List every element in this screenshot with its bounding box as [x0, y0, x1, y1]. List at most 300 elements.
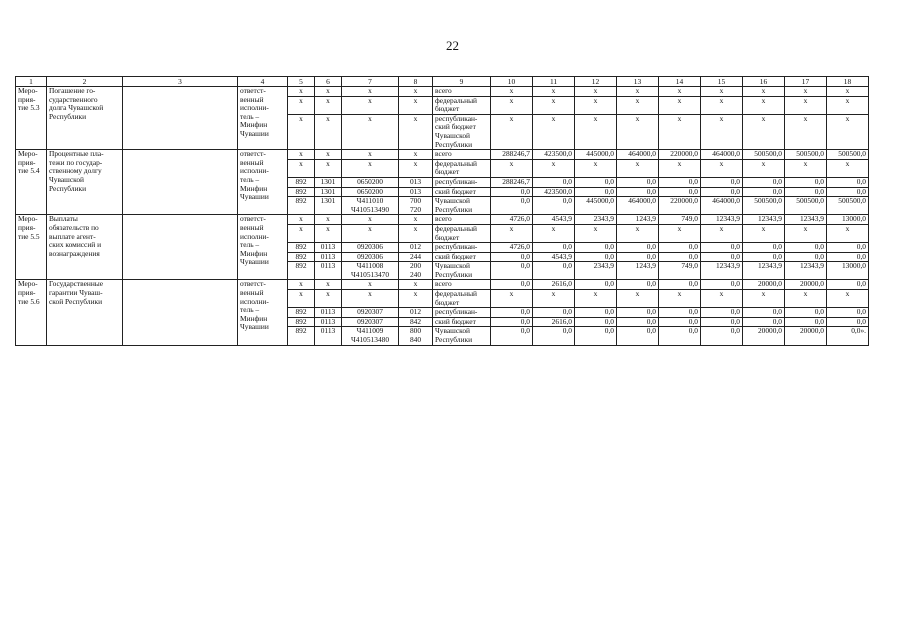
responsible-cell [238, 150, 288, 215]
budget-code-c6: x [315, 96, 342, 114]
goal-cell [123, 215, 238, 280]
amount-cell-year-7: 0,0 [743, 252, 785, 262]
amount-cell-year-9: x [827, 159, 869, 177]
budget-code-c5: 892 [288, 317, 315, 327]
amount-cell-year-2: 423500,0 [533, 150, 575, 160]
column-header-12: 12 [575, 77, 617, 87]
table-row [16, 87, 869, 97]
funding-source-line: Республики [435, 139, 473, 149]
amount-cell-year-4: 0,0 [617, 327, 659, 345]
amount-cell-year-3: 0,0 [575, 243, 617, 253]
page-number: 22 [446, 38, 459, 53]
amount-cell-year-3: 445000,0 [575, 197, 617, 215]
amount-cell-year-7: 0,0 [743, 187, 785, 197]
responsible-line: венный [240, 157, 264, 167]
column-header-1: 1 [16, 77, 47, 87]
responsible-line: исполни- [240, 296, 269, 306]
budget-code-c6: x [315, 114, 342, 149]
amount-cell-year-2: x [533, 290, 575, 308]
amount-cell-year-6: 0,0 [701, 252, 743, 262]
amount-cell-year-4: 0,0 [617, 252, 659, 262]
amount-cell-year-7: 0,0 [743, 317, 785, 327]
budget-code-c8: 244 [399, 252, 433, 262]
event-line: прия- [18, 157, 36, 167]
funding-source-cell [433, 224, 491, 242]
funding-source-cell [433, 290, 491, 308]
amount-cell-year-5: 749,0 [659, 215, 701, 225]
amount-cell-year-7: 12343,9 [743, 215, 785, 225]
column-header-17: 17 [785, 77, 827, 87]
amount-cell-year-5: x [659, 96, 701, 114]
responsible-line: тель – [240, 111, 260, 121]
amount-cell-year-9: 0,0 [827, 280, 869, 290]
amount-cell-year-8: 20000,0 [785, 280, 827, 290]
event-name-line: долга Чувашской [49, 103, 104, 113]
funding-source-line: Чувашской [435, 196, 471, 206]
budget-code-c6: x [315, 224, 342, 242]
amount-cell-year-5: x [659, 290, 701, 308]
amount-cell-year-5: 0,0 [659, 317, 701, 327]
funding-source-cell [433, 96, 491, 114]
budget-code-c6: x [315, 290, 342, 308]
amount-cell-year-1: 0,0 [491, 327, 533, 345]
budget-code-c7: x [342, 159, 399, 177]
budget-code-c8: 012 [399, 243, 433, 253]
budget-code-c8-line: 800 [409, 326, 422, 336]
amount-cell-year-8: x [785, 114, 827, 149]
amount-cell-year-3: x [575, 159, 617, 177]
event-line: тие 5.4 [18, 166, 40, 176]
event-name-line: гарантии Чуваш- [49, 288, 103, 298]
budget-code-c8 [399, 327, 433, 345]
funding-source-line: всего [435, 149, 452, 159]
budget-code-c7-line: Ч410513470 [350, 269, 390, 279]
amount-cell-year-7: 20000,0 [743, 327, 785, 345]
budget-code-c8: x [399, 215, 433, 225]
amount-cell-year-9: 0,0 [827, 187, 869, 197]
amount-cell-year-6: x [701, 224, 743, 242]
funding-source-line: ский бюджет [435, 252, 476, 261]
responsible-line: Чувашии [240, 257, 269, 267]
column-header-6: 6 [315, 77, 342, 87]
amount-cell-year-7: 500500,0 [743, 197, 785, 215]
amount-cell-year-3: 0,0 [575, 308, 617, 318]
amount-cell-year-7: x [743, 87, 785, 97]
responsible-cell [238, 280, 288, 345]
amount-cell-year-2: 4543,9 [533, 215, 575, 225]
column-header-5: 5 [288, 77, 315, 87]
responsible-line: Минфин [240, 248, 268, 258]
amount-cell-year-9: x [827, 224, 869, 242]
event-cell [16, 150, 47, 215]
amount-cell-year-5: 0,0 [659, 187, 701, 197]
amount-cell-year-5: x [659, 87, 701, 97]
amount-cell-year-8: x [785, 87, 827, 97]
amount-cell-year-8: x [785, 96, 827, 114]
amount-cell-year-9: 0,0 [827, 252, 869, 262]
event-name-line: вознаграждения [49, 248, 100, 258]
amount-cell-year-3: 0,0 [575, 252, 617, 262]
budget-code-c6: 1301 [315, 197, 342, 215]
budget-code-c5: x [288, 114, 315, 149]
column-header-2: 2 [47, 77, 123, 87]
amount-cell-year-5: 0,0 [659, 177, 701, 187]
event-line: прия- [18, 94, 36, 104]
amount-cell-year-8: 12343,9 [785, 262, 827, 280]
budget-code-c6: x [315, 150, 342, 160]
amount-cell-year-1: 288246,7 [491, 150, 533, 160]
responsible-line: ответст- [240, 214, 266, 224]
funding-source-line: республикан- [435, 307, 478, 317]
funding-source-line: Чувашской [435, 261, 471, 271]
amount-cell-year-6: x [701, 159, 743, 177]
amount-cell-year-3: x [575, 87, 617, 97]
amount-cell-year-7: x [743, 159, 785, 177]
amount-cell-year-6: 0,0 [701, 327, 743, 345]
amount-cell-year-7: 20000,0 [743, 280, 785, 290]
amount-cell-year-1: 0,0 [491, 197, 533, 215]
budget-code-c7: 0920307 [342, 308, 399, 318]
funding-source-line: бюджет [435, 104, 460, 114]
amount-cell-year-6: 464000,0 [701, 197, 743, 215]
budget-code-c8-line: 240 [409, 269, 422, 279]
amount-cell-year-6: 0,0 [701, 280, 743, 290]
event-name-line: выплате агент- [49, 231, 96, 241]
amount-cell-year-2: x [533, 96, 575, 114]
amount-cell-year-5: 220000,0 [659, 150, 701, 160]
responsible-line: Чувашии [240, 322, 269, 332]
budget-code-c7: x [342, 290, 399, 308]
amount-cell-year-2: 2616,0 [533, 317, 575, 327]
amount-cell-year-8: 0,0 [785, 243, 827, 253]
event-name-cell [47, 215, 123, 280]
amount-cell-year-5: 749,0 [659, 262, 701, 280]
budget-code-c6: 0113 [315, 308, 342, 318]
budget-code-c6: 1301 [315, 187, 342, 197]
budget-code-c7: 0650200 [342, 177, 399, 187]
funding-source-line: Республики [435, 204, 473, 214]
budget-code-c8: x [399, 114, 433, 149]
amount-cell-year-3: 2343,9 [575, 215, 617, 225]
budget-code-c7: x [342, 150, 399, 160]
budget-code-c8: 013 [399, 177, 433, 187]
funding-source-line: Чувашской [435, 130, 471, 140]
amount-cell-year-6: 0,0 [701, 177, 743, 187]
event-name-line: ственному долгу [49, 166, 102, 176]
funding-source-cell [433, 159, 491, 177]
amount-cell-year-7: 0,0 [743, 177, 785, 187]
amount-cell-year-4: 1243,9 [617, 262, 659, 280]
amount-cell-year-3: x [575, 224, 617, 242]
column-header-7: 7 [342, 77, 399, 87]
budget-code-c8-line: 200 [409, 261, 422, 271]
funding-source-line: бюджет [435, 297, 460, 307]
budget-code-c8: x [399, 159, 433, 177]
funding-source-line: бюджет [435, 232, 460, 242]
funding-source-cell [433, 262, 491, 280]
budget-code-c6: x [315, 87, 342, 97]
budget-code-c8: 842 [399, 317, 433, 327]
amount-cell-year-9: 0,0 [827, 243, 869, 253]
amount-cell-year-5: 0,0 [659, 327, 701, 345]
budget-code-c7: x [342, 87, 399, 97]
amount-cell-year-1: 0,0 [491, 187, 533, 197]
amount-cell-year-9: 500500,0 [827, 150, 869, 160]
responsible-cell [238, 215, 288, 280]
amount-cell-year-2: x [533, 87, 575, 97]
event-line: тие 5.5 [18, 231, 40, 241]
budget-code-c6: x [315, 215, 342, 225]
budget-code-c8-line: 700 [409, 196, 422, 206]
funding-source-line: ский бюджет [435, 122, 476, 132]
amount-cell-year-2: x [533, 114, 575, 149]
budget-code-c7 [342, 197, 399, 215]
column-header-14: 14 [659, 77, 701, 87]
budget-code-c7: 0650200 [342, 187, 399, 197]
amount-cell-year-1: x [491, 96, 533, 114]
amount-cell-year-4: 0,0 [617, 187, 659, 197]
amount-cell-year-6: 0,0 [701, 243, 743, 253]
amount-cell-year-1: x [491, 159, 533, 177]
event-name-line: Республики [49, 111, 87, 121]
budget-code-c5: 892 [288, 327, 315, 345]
budget-code-c8: x [399, 280, 433, 290]
budget-code-c8 [399, 262, 433, 280]
event-cell [16, 87, 47, 150]
event-name-line: Процентные пла- [49, 149, 104, 159]
budget-code-c7-line: Ч410513490 [350, 204, 390, 214]
funding-source-cell [433, 280, 491, 290]
funding-source-line: республикан- [435, 177, 478, 186]
event-name-line: ской Республики [49, 296, 103, 306]
amount-cell-year-1: 4726,0 [491, 243, 533, 253]
amount-cell-year-5: x [659, 224, 701, 242]
amount-cell-year-6: x [701, 114, 743, 149]
amount-cell-year-1: x [491, 87, 533, 97]
amount-cell-year-4: 0,0 [617, 243, 659, 253]
amount-cell-year-1: x [491, 114, 533, 149]
column-header-13: 13 [617, 77, 659, 87]
amount-cell-year-8: 0,0 [785, 308, 827, 318]
amount-cell-year-6: x [701, 96, 743, 114]
amount-cell-year-9: x [827, 87, 869, 97]
amount-cell-year-3: x [575, 114, 617, 149]
table-row [16, 215, 869, 225]
budget-code-c8: x [399, 290, 433, 308]
budget-code-c7-line: Ч411010 [356, 196, 384, 206]
amount-cell-year-8: 0,0 [785, 177, 827, 187]
amount-cell-year-3: 0,0 [575, 317, 617, 327]
budget-code-c8 [399, 197, 433, 215]
event-line: прия- [18, 222, 36, 232]
amount-cell-year-2: 0,0 [533, 308, 575, 318]
budget-code-c5: 892 [288, 262, 315, 280]
budget-code-c8-line: 720 [409, 204, 422, 214]
budget-code-c7: x [342, 224, 399, 242]
funding-source-cell [433, 177, 491, 187]
budget-code-c7: x [342, 280, 399, 290]
amount-cell-year-2: 423500,0 [533, 187, 575, 197]
responsible-line: Минфин [240, 120, 268, 130]
responsible-line: ответст- [240, 86, 266, 95]
amount-cell-year-1: 288246,7 [491, 177, 533, 187]
amount-cell-year-6: 12343,9 [701, 262, 743, 280]
column-header-3: 3 [123, 77, 238, 87]
amount-cell-year-2: x [533, 159, 575, 177]
funding-source-cell [433, 215, 491, 225]
amount-cell-year-1: 0,0 [491, 280, 533, 290]
funding-source-line: всего [435, 86, 452, 95]
amount-cell-year-1: 0,0 [491, 308, 533, 318]
funding-source-cell [433, 197, 491, 215]
amount-cell-year-2: 0,0 [533, 243, 575, 253]
amount-cell-year-3: 0,0 [575, 187, 617, 197]
budget-code-c6: 0113 [315, 262, 342, 280]
amount-cell-year-1: x [491, 290, 533, 308]
funding-source-cell [433, 187, 491, 197]
amount-cell-year-6: 12343,9 [701, 215, 743, 225]
event-name-line: тежи по государ- [49, 157, 103, 167]
amount-cell-year-8: 0,0 [785, 252, 827, 262]
budget-code-c7: 0920307 [342, 317, 399, 327]
budget-code-c5: 892 [288, 252, 315, 262]
amount-cell-year-6: x [701, 87, 743, 97]
amount-cell-year-1: 0,0 [491, 317, 533, 327]
amount-cell-year-4: 464000,0 [617, 150, 659, 160]
amount-cell-year-2: 0,0 [533, 262, 575, 280]
amount-cell-year-5: 0,0 [659, 308, 701, 318]
amount-cell-year-5: 0,0 [659, 243, 701, 253]
amount-cell-year-4: x [617, 114, 659, 149]
responsible-line: исполни- [240, 231, 269, 241]
amount-cell-year-6: 0,0 [701, 187, 743, 197]
amount-cell-year-9: 0,0 [827, 317, 869, 327]
column-header-9: 9 [433, 77, 491, 87]
budget-code-c7: x [342, 96, 399, 114]
budget-code-c7 [342, 327, 399, 345]
amount-cell-year-5: x [659, 159, 701, 177]
funding-source-cell [433, 87, 491, 97]
budget-code-c5: 892 [288, 243, 315, 253]
responsible-line: Минфин [240, 183, 268, 193]
amount-cell-year-4: 0,0 [617, 280, 659, 290]
amount-cell-year-7: x [743, 290, 785, 308]
budget-code-c7: 0920306 [342, 252, 399, 262]
budget-code-c8: x [399, 224, 433, 242]
budget-code-c5: x [288, 215, 315, 225]
funding-source-line: федеральный [435, 159, 477, 168]
budget-code-c5: x [288, 150, 315, 160]
budget-code-c5: x [288, 224, 315, 242]
amount-cell-year-9: x [827, 114, 869, 149]
budget-code-c5: x [288, 290, 315, 308]
event-name-line: Выплаты [49, 214, 78, 224]
amount-cell-year-7: 12343,9 [743, 262, 785, 280]
amount-cell-year-5: 0,0 [659, 252, 701, 262]
event-name-line: Чувашской [49, 174, 85, 184]
budget-code-c7 [342, 262, 399, 280]
event-line: Меро- [18, 279, 38, 289]
budget-code-c8: 012 [399, 308, 433, 318]
budget-code-c7-line: Ч411009 [356, 326, 384, 336]
event-line: Меро- [18, 214, 38, 224]
budget-code-c6: x [315, 159, 342, 177]
column-header-16: 16 [743, 77, 785, 87]
responsible-line: Чувашии [240, 128, 269, 138]
amount-cell-year-8: 500500,0 [785, 150, 827, 160]
amount-cell-year-6: 464000,0 [701, 150, 743, 160]
responsible-line: исполни- [240, 166, 269, 176]
amount-cell-year-3: x [575, 290, 617, 308]
amount-cell-year-2: 0,0 [533, 197, 575, 215]
budget-code-c6: x [315, 280, 342, 290]
amount-cell-year-5: 0,0 [659, 280, 701, 290]
budget-code-c5: x [288, 280, 315, 290]
funding-source-line: Республики [435, 335, 473, 345]
amount-cell-year-9: x [827, 96, 869, 114]
funding-source-line: Чувашской [435, 326, 471, 336]
budget-code-c8: x [399, 150, 433, 160]
funding-source-line: федеральный [435, 224, 477, 233]
event-name-line: Республики [49, 183, 87, 193]
responsible-line: венный [240, 288, 264, 298]
table-row [16, 280, 869, 290]
event-name-line: сударственного [49, 94, 98, 104]
amount-cell-year-8: x [785, 224, 827, 242]
budget-code-c7: 0920306 [342, 243, 399, 253]
amount-cell-year-4: x [617, 224, 659, 242]
funding-source-line: республикан- [435, 114, 478, 123]
responsible-line: Чувашии [240, 192, 269, 202]
amount-cell-year-7: x [743, 224, 785, 242]
funding-source-cell [433, 150, 491, 160]
funding-source-cell [433, 114, 491, 149]
budget-code-c6: 1301 [315, 177, 342, 187]
event-line: Меро- [18, 149, 38, 159]
budget-code-c8: x [399, 96, 433, 114]
column-header-11: 11 [533, 77, 575, 87]
responsible-line: Минфин [240, 313, 268, 323]
event-name-line: ских комиссий и [49, 240, 102, 250]
responsible-line: исполни- [240, 103, 269, 113]
responsible-line: тель – [240, 305, 260, 315]
funding-source-line: всего [435, 279, 452, 289]
budget-code-c7: x [342, 215, 399, 225]
amount-cell-year-1: 0,0 [491, 252, 533, 262]
amount-cell-year-2: 0,0 [533, 177, 575, 187]
responsible-cell [238, 87, 288, 150]
event-name-cell [47, 280, 123, 345]
budget-code-c5: 892 [288, 177, 315, 187]
amount-cell-year-2: 4543,9 [533, 252, 575, 262]
column-header-10: 10 [491, 77, 533, 87]
budget-code-c5: 892 [288, 187, 315, 197]
amount-cell-year-3: x [575, 96, 617, 114]
amount-cell-year-4: 1243,9 [617, 215, 659, 225]
amount-cell-year-9: 0,0». [827, 327, 869, 345]
amount-cell-year-4: 0,0 [617, 177, 659, 187]
amount-cell-year-8: 12343,9 [785, 215, 827, 225]
amount-cell-year-4: x [617, 159, 659, 177]
column-header-18: 18 [827, 77, 869, 87]
event-name-cell [47, 87, 123, 150]
amount-cell-year-8: 20000,0 [785, 327, 827, 345]
event-line: прия- [18, 288, 36, 298]
budget-code-c7-line: Ч410513480 [350, 335, 390, 345]
amount-cell-year-3: 2343,9 [575, 262, 617, 280]
event-name-cell [47, 150, 123, 215]
budget-code-c7-line: Ч411008 [356, 261, 384, 271]
